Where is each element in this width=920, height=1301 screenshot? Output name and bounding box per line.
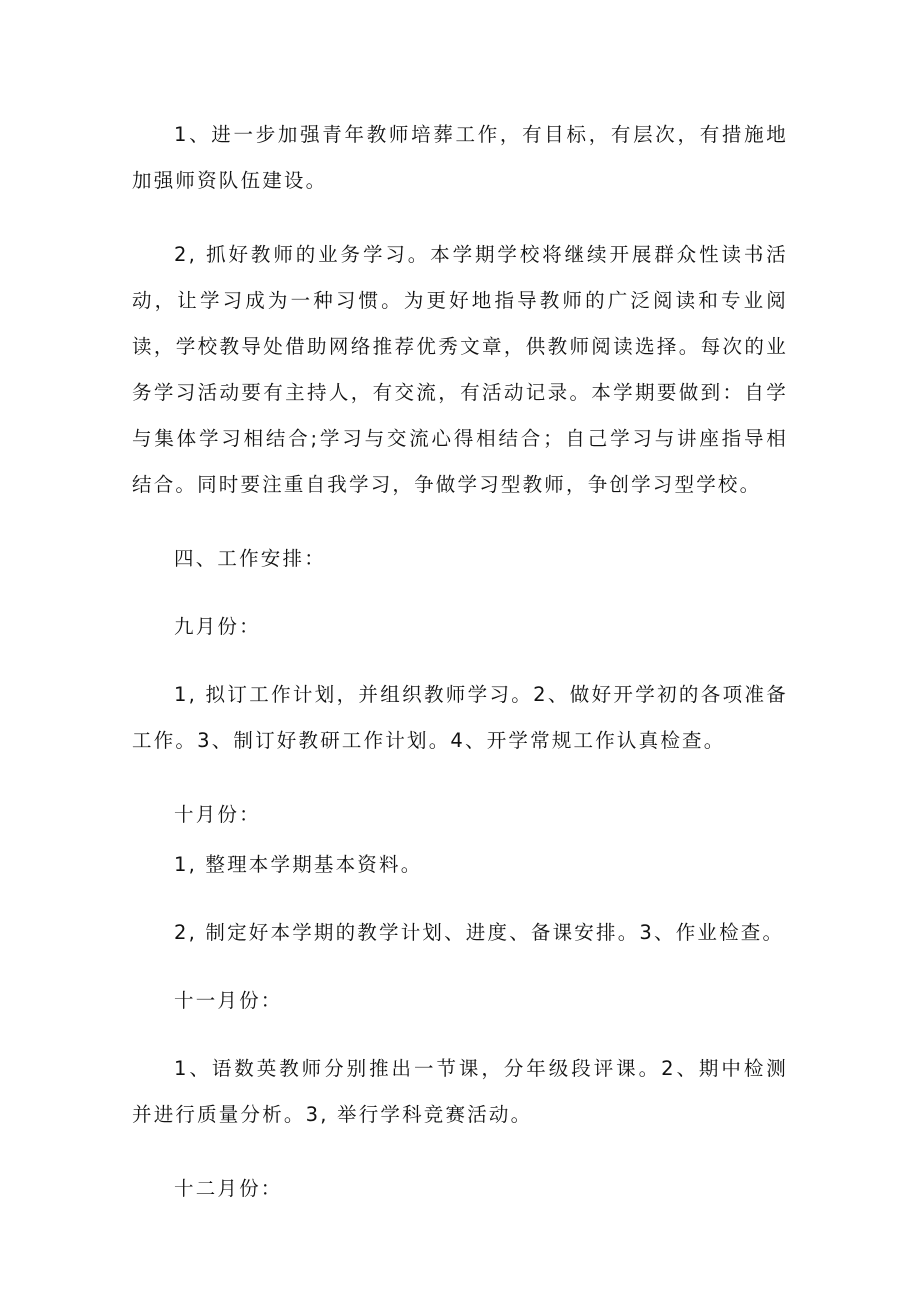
month-heading-september: 九月份： [174,615,261,638]
month-heading-december: 十二月份： [174,1177,283,1200]
paragraph-september-tasks: 1, 拟订工作计划，并组织教师学习。2、做好开学初的各项准备工作。3、制订好教研工作计划。4、开学常规工作认真检查。 [132,683,788,752]
paragraph-teacher-training: 1、进一步加强青年教师培葬工作，有目标，有层次，有措施地加强师资队伍建设。 [132,123,788,192]
month-heading-november: 十一月份： [174,989,283,1012]
paragraph-business-study: 2, 抓好教师的业务学习。本学期学校将继续开展群众性读书活动，让学习成为一种习惯。为更好地指导教师的广泛阅读和专业阅读，学校教导处借助网络推荐优秀文章，供教师阅读选择。每次的业务学习活动要有主持人，有交流，有活动记录。本学期要做到：自学与集体学习相结合;学习与交流心得相结合；自己学习与讲座指导相结合。同时要注重自我学习，争做学习型教师，争创学习型学校。 [132,243,788,496]
month-heading-october: 十月份： [174,803,261,826]
paragraph-october-task-1: 1, 整理本学期基本资料。 [174,853,423,876]
paragraph-november-tasks: 1、语数英教师分别推出一节课，分年级段评课。2、期中检测并进行质量分析。3, 举行学科竞赛活动。 [132,1057,788,1126]
paragraph-october-task-2: 2, 制定好本学期的教学计划、进度、备课安排。3、作业检查。 [174,921,785,944]
section-heading-work-arrangement: 四、工作安排： [174,547,326,570]
document-body [132,112,788,1212]
